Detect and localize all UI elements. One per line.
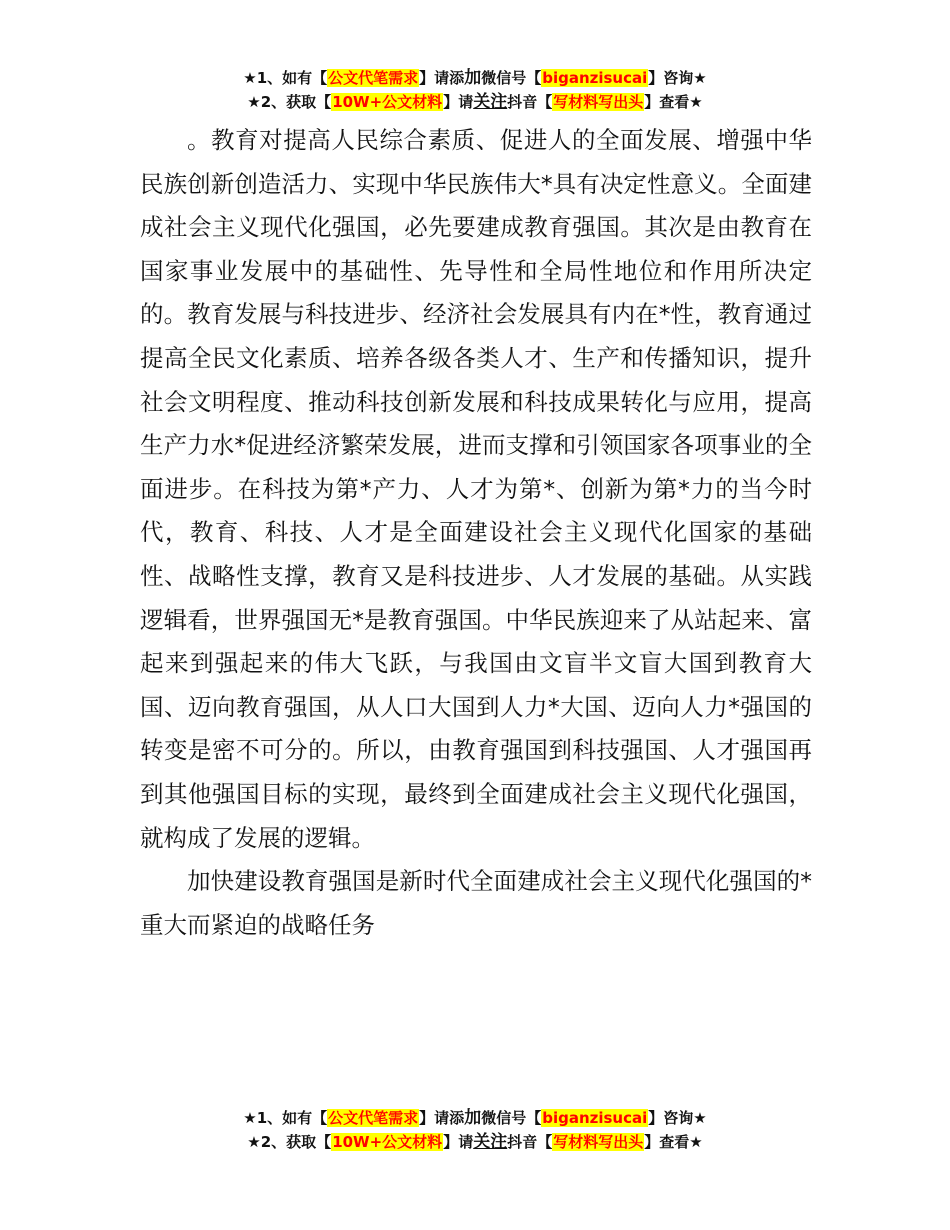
footer-ad-line-1-middle-a: 】请添 <box>419 1109 465 1127</box>
footer-ad-line-2-prefix: ★2、获取【 <box>247 1133 332 1151</box>
header-ad-line-1-wechat-id: biganzisucai <box>542 69 648 87</box>
header-ad-line-1-highlight: 公文代笔需求 <box>328 69 419 87</box>
header-ad-line-1-suffix: 】咨询★ <box>648 69 707 87</box>
body-paragraph-1: 。教育对提高人民综合素质、促进人的全面发展、增强中华民族创新创造活力、实现中华民族伟大*具有决定性意义。全面建成社会主义现代化强国，必先要建成教育强国。其次是由教育在国家事业发展中的基础性、先导性和全局性地位和作用所决定的。教育发展与科技进步、经济社会发展具有内在*性，教育通过提高全民文化素质、培养各级各类人才、生产和传播知识，提升社会文明程度、推动科技创新发展和科技成果转化与应用，提高生产力水*促进经济繁荣发展，进而支撑和引领国家各项事业的全面进步。在科技为第*产力、人才为第*、创新为第*力的当今时代，教育、科技、人才是全面建设社会主义现代化国家的基础性、战略性支撑，教育又是科技进步、人才发展的基础。从实践逻辑看，世界强国无*是教育强国。中华民族迎来了从站起来、富起来到强起来的伟大飞跃，与我国由文盲半文盲大国到教育大国、迈向教育强国，从人口大国到人力*大国、迈向人力*强国的转变是密不可分的。所以，由教育强国到科技强国、人才强国再到其他强国目标的实现，最终到全面建成社会主义现代化强国，就构成了发展的逻辑。 <box>140 126 812 852</box>
footer-ad-line-2-middle-a: 】请 <box>443 1133 474 1151</box>
footer-ad-line-2-highlight: 10W+公文材料 <box>332 1133 443 1151</box>
footer-ad-line-2-emph: 关注 <box>473 1132 508 1152</box>
header-ad-line-2 <box>0 90 950 114</box>
header-ad-line-2-highlight: 10W+公文材料 <box>332 93 443 111</box>
footer-ad-line-1-highlight: 公文代笔需求 <box>328 1109 419 1127</box>
footer-ad-line-1-middle-b: 微信号【 <box>481 1109 542 1127</box>
footer-ad-line-2-suffix: 】查看★ <box>644 1133 703 1151</box>
footer-ad-line-1 <box>0 1106 950 1130</box>
header-ad-line-1-middle-b: 微信号【 <box>481 69 542 87</box>
header-ad-line-2-prefix: ★2、获取【 <box>247 93 332 111</box>
document-body <box>140 119 812 947</box>
footer-ad-line-1-emph: 加 <box>464 1108 482 1128</box>
header-ad-line-1-prefix: ★1、如有【 <box>243 69 328 87</box>
header-ad <box>0 66 950 114</box>
body-paragraph-2: 加快建设教育强国是新时代全面建成社会主义现代化强国的*重大而紧迫的战略任务 <box>140 867 812 939</box>
header-ad-line-2-emph: 关注 <box>473 92 508 112</box>
footer-ad-line-2-middle-b: 抖音【 <box>507 1133 553 1151</box>
header-ad-line-1-middle-a: 】请添 <box>419 69 465 87</box>
footer-ad <box>0 1106 950 1154</box>
header-ad-line-1 <box>0 66 950 90</box>
header-ad-line-2-douyin-id: 写材料写出头 <box>553 93 644 111</box>
header-ad-line-2-suffix: 】查看★ <box>644 93 703 111</box>
header-ad-line-1-emph: 加 <box>464 68 482 88</box>
footer-ad-line-2-douyin-id: 写材料写出头 <box>553 1133 644 1151</box>
header-ad-line-2-middle-b: 抖音【 <box>507 93 553 111</box>
footer-ad-line-1-suffix: 】咨询★ <box>648 1109 707 1127</box>
footer-ad-line-1-wechat-id: biganzisucai <box>542 1109 648 1127</box>
header-ad-line-2-middle-a: 】请 <box>443 93 474 111</box>
footer-ad-line-1-prefix: ★1、如有【 <box>243 1109 328 1127</box>
footer-ad-line-2 <box>0 1130 950 1154</box>
